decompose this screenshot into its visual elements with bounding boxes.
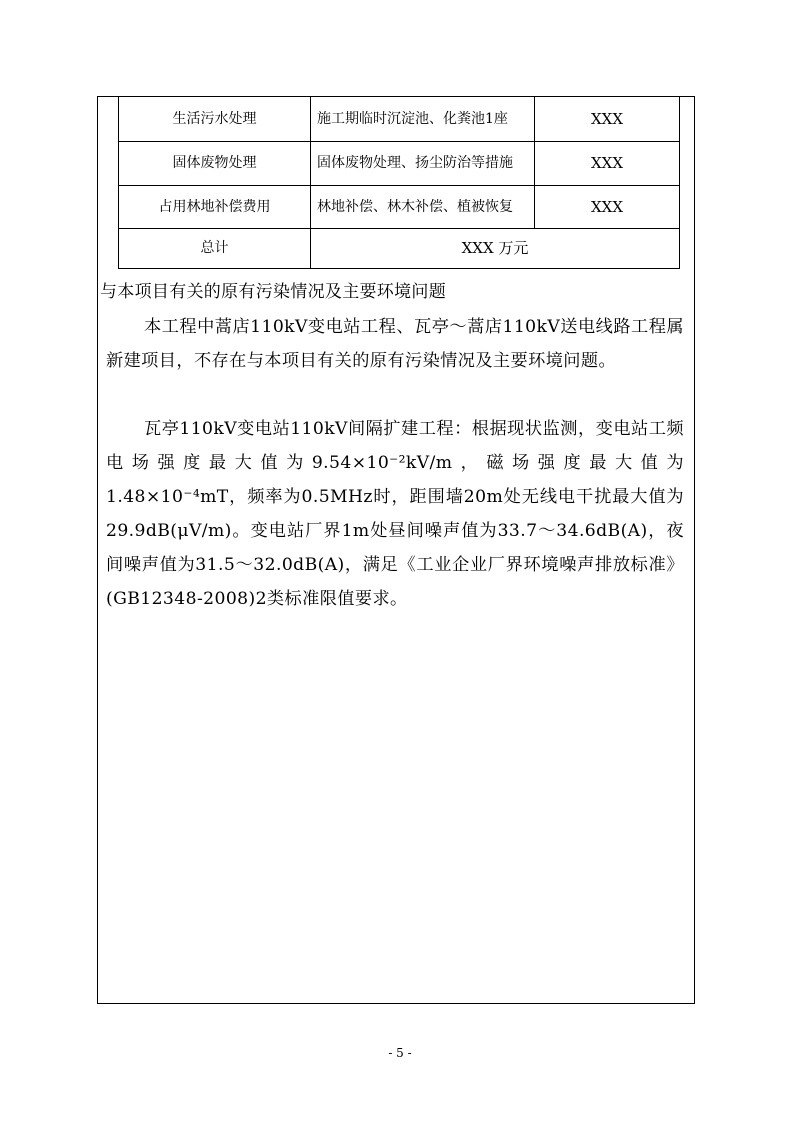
cost-item: 占用林地补偿费用 bbox=[119, 186, 311, 229]
cost-measures: 固体废物处理、扬尘防治等措施 bbox=[311, 142, 535, 186]
cost-measures: 林地补偿、林木补偿、植被恢复 bbox=[311, 186, 535, 229]
total-label: 总计 bbox=[119, 229, 311, 269]
table-row bbox=[119, 142, 680, 186]
table-row bbox=[119, 97, 680, 142]
page-number: - 5 - bbox=[388, 1046, 412, 1060]
total-value: XXX 万元 bbox=[311, 229, 680, 269]
paragraph-new-project: 本工程中蒿店110kV变电站工程、瓦亭～蒿店110kV送电线路工程属新建项目，不存在与本项目有关的原有污染情况及主要环境问题。 bbox=[106, 317, 684, 371]
section-heading: 与本项目有关的原有污染情况及主要环境问题 bbox=[100, 282, 446, 302]
table-row bbox=[119, 186, 680, 229]
total-row bbox=[119, 229, 680, 269]
cost-amount: XXX bbox=[535, 97, 680, 142]
cost-measures: 施工期临时沉淀池、化粪池1座 bbox=[311, 97, 535, 142]
content-frame bbox=[97, 96, 695, 1004]
cost-item: 生活污水处理 bbox=[119, 97, 311, 142]
cost-item: 固体废物处理 bbox=[119, 142, 311, 186]
paragraph-monitoring: 瓦亭110kV变电站110kV间隔扩建工程：根据现状监测，变电站工频电场强度最大值为9.54×10⁻²kV/m，磁场强度最大值为1.48×10⁻⁴mT，频率为0.5MHz时，距围墙20m处无线电干扰最大值为29.9dB(μV/m)。变电站厂界1m处昼间噪声值为33.7～34.6dB(A)，夜间噪声值为31.5～32.0dB(A)，满足《工业企业厂界环境噪声排放标准》(GB12348-2008)2类标准限值要求。 bbox=[106, 419, 684, 609]
environmental-cost-table bbox=[118, 97, 680, 269]
cost-amount: XXX bbox=[535, 142, 680, 186]
cost-amount: XXX bbox=[535, 186, 680, 229]
